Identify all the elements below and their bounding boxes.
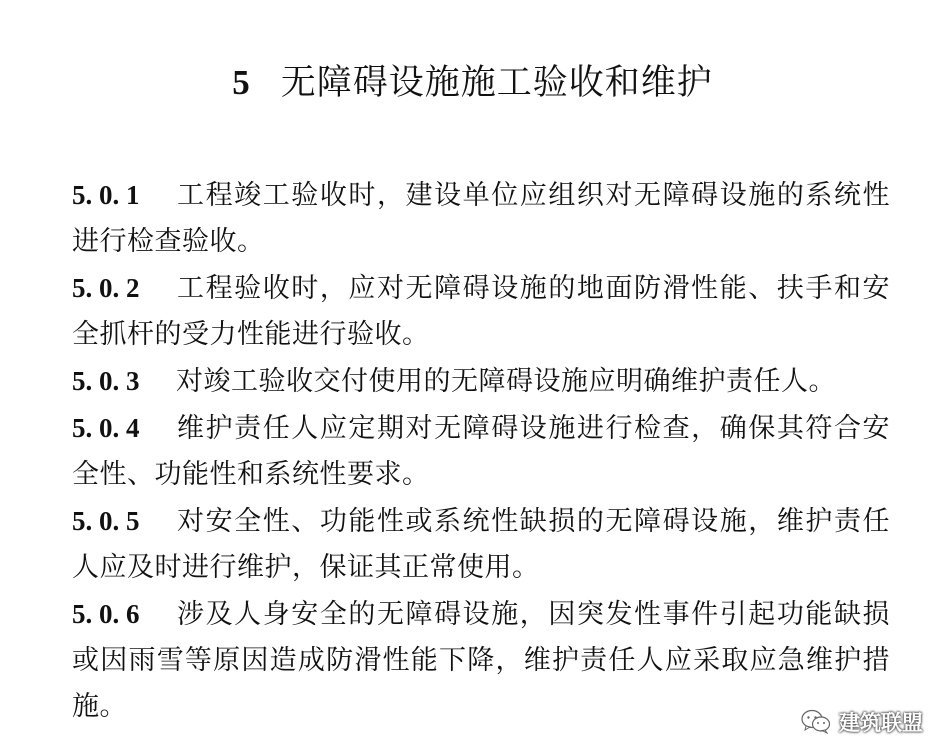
watermark	[801, 707, 923, 737]
clause-text: 维护责任人应定期对无障碍设施进行检查，确保其符合安全性、功能性和系统性要求。	[72, 413, 890, 490]
clause-5-0-2	[72, 265, 890, 358]
clause-text: 涉及人身安全的无障碍设施，因突发性事件引起功能缺损或因雨雪等原因造成防滑性能下降，维护责任人应采取应急维护措施。	[72, 599, 890, 722]
clause-5-0-5	[72, 498, 890, 591]
clause-list	[72, 172, 890, 730]
clause-number: 5. 0. 3	[72, 366, 140, 396]
clause-number: 5. 0. 6	[72, 599, 140, 629]
clause-text: 工程验收时，应对无障碍设施的地面防滑性能、扶手和安全抓杆的受力性能进行验收。	[72, 273, 890, 350]
watermark-text: 建筑联盟	[839, 711, 923, 735]
clause-text: 对竣工验收交付使用的无障碍设施应明确维护责任人。	[176, 366, 836, 397]
section-heading	[0, 58, 945, 108]
clause-5-0-1	[72, 172, 890, 265]
clause-text: 对安全性、功能性或系统性缺损的无障碍设施，维护责任人应及时进行维护，保证其正常使用。	[72, 506, 890, 583]
clause-number: 5. 0. 4	[72, 413, 140, 443]
clause-number: 5. 0. 2	[72, 273, 140, 303]
clause-5-0-3	[72, 358, 890, 405]
section-title: 无障碍设施施工验收和维护	[280, 63, 713, 103]
clause-5-0-4	[72, 405, 890, 498]
clause-5-0-6	[72, 591, 890, 730]
wechat-icon	[801, 709, 831, 735]
clause-number: 5. 0. 1	[72, 180, 140, 210]
clause-text: 工程竣工验收时，建设单位应组织对无障碍设施的系统性进行检查验收。	[72, 180, 890, 257]
section-number: 5	[232, 63, 251, 102]
clause-number: 5. 0. 5	[72, 506, 140, 536]
